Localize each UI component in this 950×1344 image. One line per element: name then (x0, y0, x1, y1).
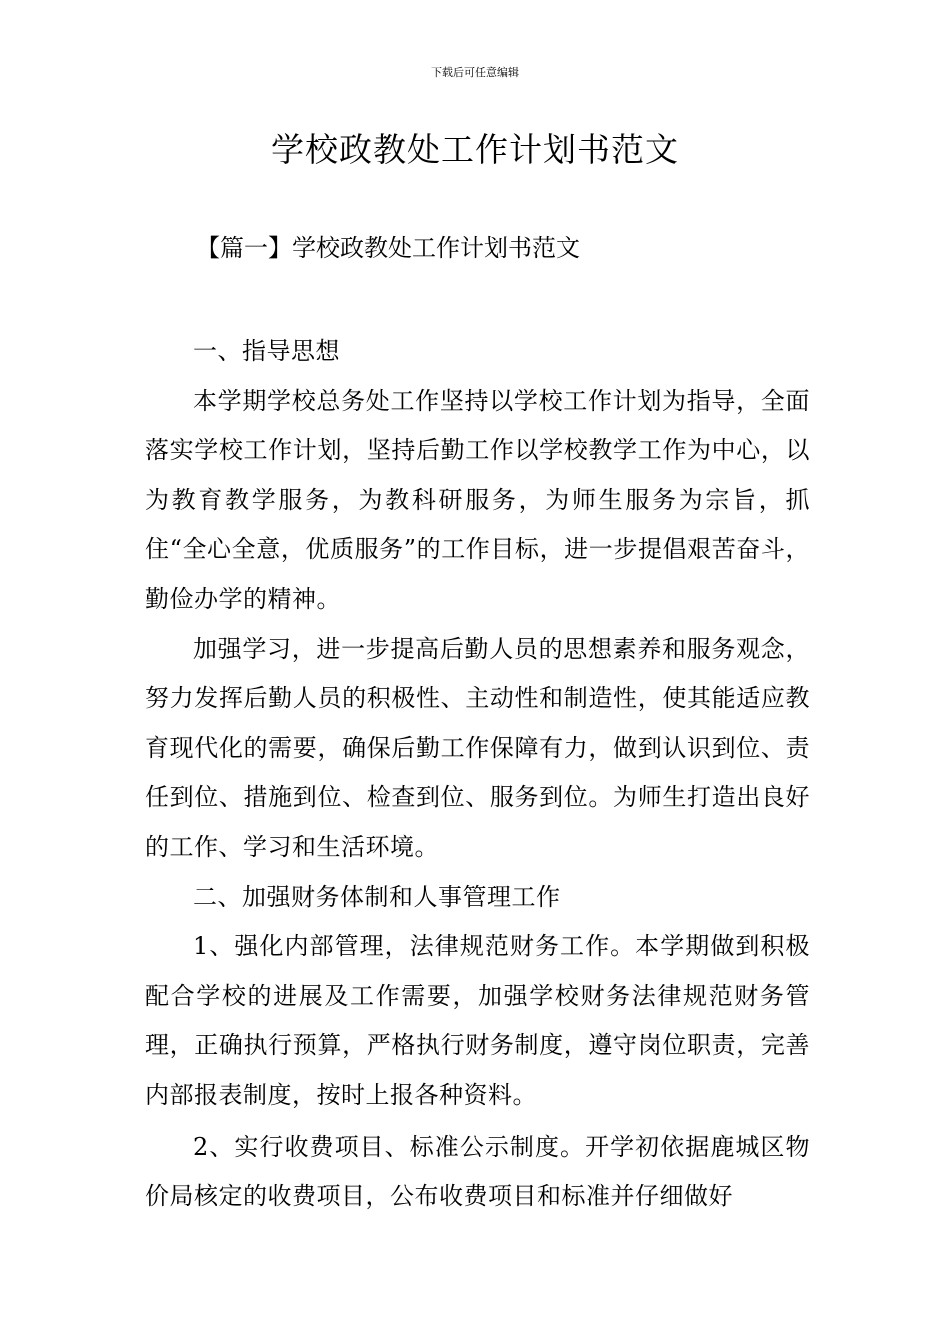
section-title: 【篇一】学校政教处工作计划书范文 (196, 234, 580, 262)
document-title: 学校政教处工作计划书范文 (271, 130, 679, 169)
heading-finance-personnel: 二、加强财务体制和人事管理工作 (193, 882, 561, 911)
paragraph: 2、实行收费项目、标准公示制度。开学初依据鹿城区物价局核定的收费项目，公布收费项目和标准并仔细做好 (145, 1132, 810, 1211)
paragraph: 本学期学校总务处工作坚持以学校工作计划为指导，全面落实学校工作计划，坚持后勤工作以学校教学工作为中心，以为教育教学服务，为教科研服务，为师生服务为宗旨，抓住“全心全意，优质服务”的工作目标，进一步提倡艰苦奋斗，勤俭办学的精神。 (145, 386, 810, 613)
paragraph: 加强学习，进一步提高后勤人员的思想素养和服务观念，努力发挥后勤人员的积极性、主动性和制造性，使其能适应教育现代化的需要，确保后勤工作保障有力，做到认识到位、责任到位、措施到位、检查到位、服务到位。为师生打造出良好的工作、学习和生活环境。 (145, 634, 810, 861)
document-body (145, 327, 810, 1222)
paragraph: 1、强化内部管理，法律规范财务工作。本学期做到积极配合学校的进展及工作需要，加强学校财务法律规范财务管理，正确执行预算，严格执行财务制度，遵守岗位职责，完善内部报表制度，按时上报各种资料。 (145, 932, 810, 1109)
heading-guiding-ideology: 一、指导思想 (193, 337, 340, 365)
header-note: 下载后可任意编辑 (431, 66, 519, 79)
